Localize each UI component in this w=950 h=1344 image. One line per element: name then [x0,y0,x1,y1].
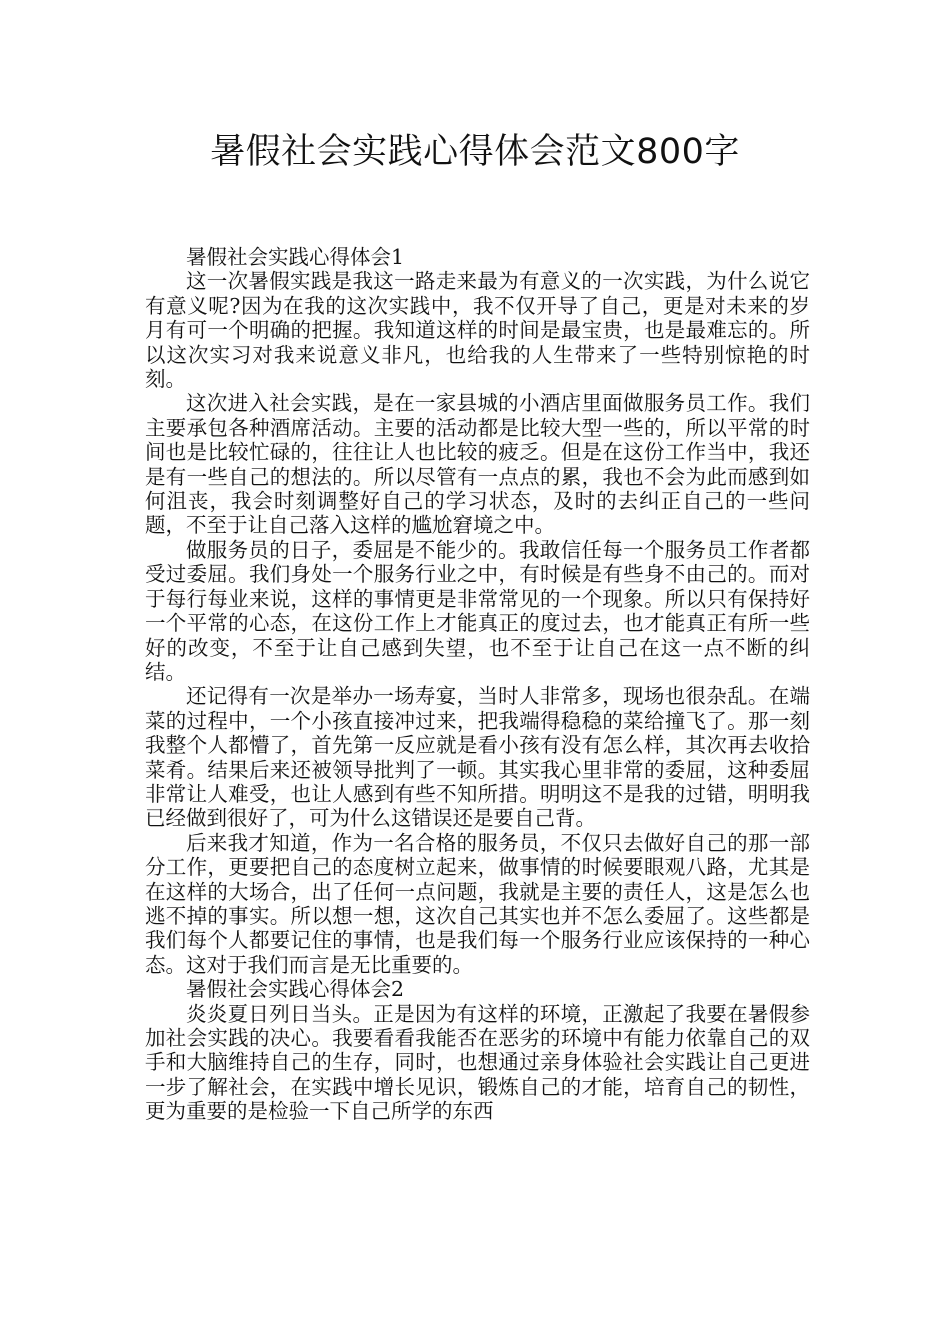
section-heading-2: 暑假社会实践心得体会2 [186,977,405,1002]
paragraph: 做服务员的日子，委屈是不能少的。我敢信任每一个服务员工作者都受过委屈。我们身处一个服务行业之中，有时候是有些身不由己的。而对于每行每业来说，这样的事情更是非常常见的一个现象。所以只有保持好一个平常的心态，在这份工作上才能真正的度过去，也才能真正有所一些好的改变，不至于让自己感到失望，也不至于让自己在这一点不断的纠结。 [145,537,810,684]
paragraph: 还记得有一次是举办一场寿宴，当时人非常多，现场也很杂乱。在端菜的过程中，一个小孩直接冲过来，把我端得稳稳的菜给撞飞了。那一刻我整个人都懵了，首先第一反应就是看小孩有没有怎么样，其次再去收拾菜肴。结果后来还被领导批判了一顿。其实我心里非常的委屈，这种委屈非常让人难受，也让人感到有些不知所措。明明这不是我的过错，明明我已经做到很好了，可为什么这错误还是要自己背。 [145,684,810,831]
paragraph: 这一次暑假实践是我这一路走来最为有意义的一次实践，为什么说它有意义呢?因为在我的这次实践中，我不仅开导了自己，更是对未来的岁月有可一个明确的把握。我知道这样的时间是最宝贵，也是最难忘的。所以这次实习对我来说意义非凡，也给我的人生带来了一些特别惊艳的时刻。 [145,269,810,392]
document-title: 暑假社会实践心得体会范文800字 [210,132,740,172]
paragraph: 这次进入社会实践，是在一家县城的小酒店里面做服务员工作。我们主要承包各种酒席活动。主要的活动都是比较大型一些的，所以平常的时间也是比较忙碌的，往往让人也比较的疲乏。但是在这份工作当中，我还是有一些自己的想法的。所以尽管有一点点的累，我也不会为此而感到如何沮丧，我会时刻调整好自己的学习状态，及时的去纠正自己的一些问题，不至于让自己落入这样的尴尬窘境之中。 [145,391,810,538]
document-body [145,245,810,1124]
paragraph: 后来我才知道，作为一名合格的服务员，不仅只去做好自己的那一部分工作，更要把自己的态度树立起来，做事情的时候要眼观八路，尤其是在这样的大场合，出了任何一点问题，我就是主要的责任人，这是怎么也逃不掉的事实。所以想一想，这次自己其实也并不怎么委屈了。这些都是我们每个人都要记住的事情，也是我们每一个服务行业应该保持的一种心态。这对于我们而言是无比重要的。 [145,830,810,977]
paragraph: 炎炎夏日列日当头。正是因为有这样的环境，正激起了我要在暑假参加社会实践的决心。我要看看我能否在恶劣的环境中有能力依靠自己的双手和大脑维持自己的生存，同时，也想通过亲身体验社会实践让自己更进一步了解社会，在实践中增长见识，锻炼自己的才能，培育自己的韧性，更为重要的是检验一下自己所学的东西 [145,1001,810,1124]
section-heading-1: 暑假社会实践心得体会1 [186,245,405,269]
